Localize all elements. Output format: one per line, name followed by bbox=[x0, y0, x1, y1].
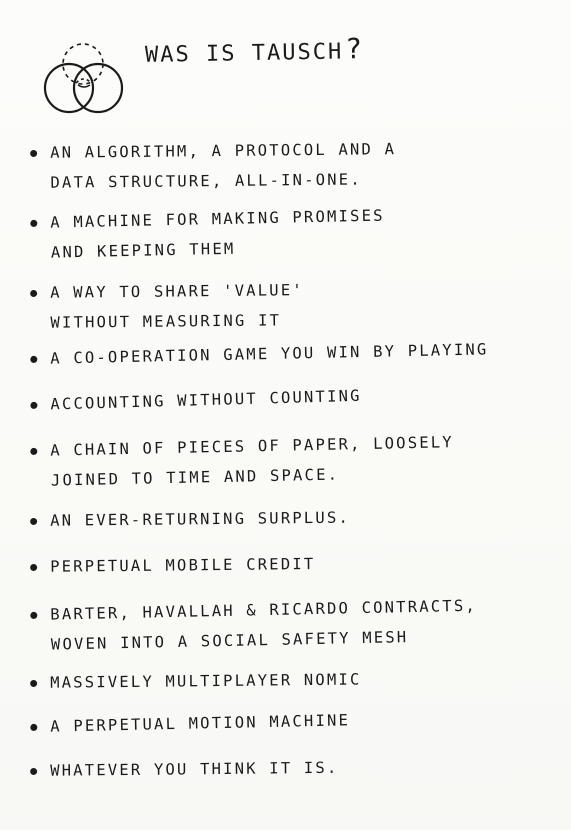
list-item-text: AN EVER-RETURNING SURPLUS. bbox=[50, 508, 351, 530]
list-item bbox=[30, 701, 551, 742]
bullet-icon bbox=[30, 220, 37, 227]
bullet-icon bbox=[30, 768, 37, 775]
list-item bbox=[30, 197, 551, 268]
list-item-text: A CO-OPERATION GAME YOU WIN BY PLAYING bbox=[50, 340, 489, 368]
list-item bbox=[30, 547, 550, 582]
list-item-text: BARTER, HAVALLAH & RICARDO CONTRACTS, WOVEN INTO A SOCIAL SAFETY MESH bbox=[50, 596, 478, 654]
bullet-icon bbox=[30, 724, 37, 731]
venn-circles-icon bbox=[40, 38, 130, 118]
list-item bbox=[30, 501, 550, 536]
list-item bbox=[30, 425, 551, 496]
bullet-icon bbox=[30, 680, 37, 687]
page-title bbox=[145, 32, 365, 69]
list-item bbox=[30, 375, 551, 420]
list-item-text: A WAY TO SHARE 'VALUE' WITHOUT MEASURING IT bbox=[50, 281, 304, 332]
bullet-icon bbox=[30, 402, 37, 409]
bullet-icon bbox=[30, 612, 37, 619]
list-item-text: PERPETUAL MOBILE CREDIT bbox=[50, 555, 316, 576]
list-item-text: A MACHINE FOR MAKING PROMISES AND KEEPING THEM bbox=[50, 206, 385, 262]
bullet-icon bbox=[30, 150, 37, 157]
bullet-icon bbox=[30, 448, 37, 455]
list-item-text: MASSIVELY MULTIPLAYER NOMIC bbox=[50, 670, 362, 692]
bullet-icon bbox=[30, 564, 37, 571]
title-text: WAS IS TAUSCH bbox=[144, 39, 344, 68]
list-item bbox=[30, 273, 551, 338]
list-item bbox=[30, 663, 550, 698]
title-question-mark: ? bbox=[344, 32, 365, 66]
bullet-icon bbox=[30, 290, 37, 297]
list-item bbox=[30, 751, 550, 786]
bullet-icon bbox=[30, 518, 37, 525]
list-item bbox=[30, 133, 551, 198]
list-item-text: A CHAIN OF PIECES OF PAPER, LOOSELY JOINED TO TIME AND SPACE. bbox=[50, 433, 455, 490]
list-item-text: AN ALGORITHM, A PROTOCOL AND A DATA STRUCTURE, ALL-IN-ONE. bbox=[50, 140, 397, 192]
bullet-icon bbox=[30, 356, 37, 363]
list-item-text: ACCOUNTING WITHOUT COUNTING bbox=[50, 386, 362, 414]
list-item-text: A PERPETUAL MOTION MACHINE bbox=[50, 711, 351, 736]
list-item bbox=[30, 589, 551, 660]
list-item-text: WHATEVER YOU THINK IT IS. bbox=[50, 758, 339, 780]
list-item bbox=[30, 333, 551, 374]
